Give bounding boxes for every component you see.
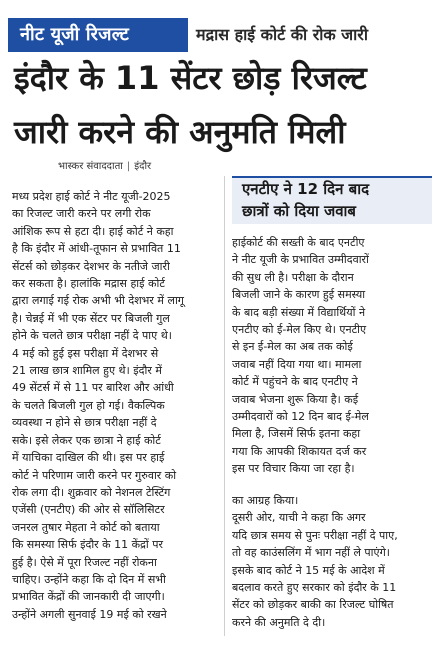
text-line: जवाब नहीं दिया गया था। मामला — [232, 357, 362, 371]
topbar — [8, 18, 432, 52]
text-line: उन्होंने अगली सुनवाई 19 मई को रखने — [12, 607, 167, 621]
text-line: में याचिका दाखिल की थी। इस पर हाई — [12, 451, 165, 465]
text-line: रोक लगा दी। शुक्रवार को नेशनल टेस्टिंग — [12, 485, 171, 499]
headline-line-1: इंदौर के 11 सेंटर छोड़ रिजल्ट — [14, 59, 367, 97]
text-line: करने की अनुमति दे दी। — [232, 615, 326, 629]
section-subtitle: मद्रास हाई कोर्ट की रोक जारी — [196, 25, 368, 44]
text-line: कोर्ट ने परिणाम जारी करने पर गुरुवार को — [12, 468, 177, 482]
text-line: 49 सेंटर्स में से 11 पर बारिश और आंधी — [12, 381, 174, 395]
text-line: ने नीट यूजी के प्रभावित उम्मीदवारों — [232, 253, 369, 267]
text-line: का रिजल्ट जारी करने पर लगी रोक — [12, 207, 151, 221]
sidebox-title-line-2: छात्रों को दिया जवाब — [242, 202, 356, 220]
text-line: मिला है, जिसमें सिर्फ इतना कहा — [232, 427, 361, 441]
text-line: के चलते बिजली गुल हो गई। वैकल्पिक — [12, 398, 165, 412]
byline — [58, 158, 151, 172]
text-line: बदलाव करते हुए सरकार को इंदौर के 11 — [232, 581, 397, 595]
text-line: जनरल तुषार मेहता ने कोर्ट को बताया — [12, 520, 160, 534]
text-line: की सुध ली है। परीक्षा के दौरान — [232, 270, 354, 284]
text-line: का आग्रह किया। — [232, 494, 299, 507]
section-tag: नीट यूजी रिजल्ट — [8, 18, 188, 52]
text-line: इसके बाद कोर्ट ने 15 मई के आदेश में — [232, 563, 385, 577]
text-line: व्यवस्था न होने से छात्र परीक्षा नहीं दे — [12, 416, 157, 430]
text-line: प्रभावित केंद्रों की जानकारी दी जाएगी। — [12, 590, 165, 604]
text-line: 21 लाख छात्र शामिल हुए थे। इंदौर में — [12, 364, 162, 378]
text-line: तो वह काउंसलिंग में भाग नहीं ले पाएंगे। — [232, 546, 390, 560]
text-line: जवाब भेजना शुरू किया है। कई — [232, 392, 359, 406]
text-line: गया कि आपकी शिकायत दर्ज कर — [232, 444, 367, 458]
text-line: बिजली जाने के कारण हुई समस्या — [232, 288, 366, 302]
text-line: मध्य प्रदेश हाई कोर्ट ने नीट यूजी-2025 — [12, 190, 171, 203]
text-line: कर सकता है। हालांकि मद्रास हाई कोर्ट — [12, 277, 165, 291]
text-line: कोर्ट में पहुंचने के बाद एनटीए ने — [232, 375, 358, 389]
text-line: के बाद बड़ी संख्या में विद्यार्थियों ने — [232, 305, 366, 319]
text-line: सके। इसे लेकर एक छात्रा ने हाई कोर्ट — [12, 433, 161, 447]
text-line: सेंटर्स को छोड़कर देशभर के नतीजे जारी — [12, 259, 170, 273]
text-line: एजेंसी (एनटीए) की ओर से सॉलिसिटर — [12, 503, 165, 517]
right-column-bottom-text — [232, 492, 432, 631]
left-column-text — [12, 188, 218, 623]
sidebox-header — [232, 176, 432, 224]
text-line: यदि छात्र समय से पुनः परीक्षा नहीं दे पाए, — [232, 528, 398, 542]
headline-line-2: जारी करने की अनुमति मिली — [14, 113, 346, 151]
text-line: 4 मई को हुई इस परीक्षा में देशभर से — [12, 346, 159, 360]
right-column-top-text — [232, 234, 432, 478]
text-line: हुई है। ऐसे में पूरा रिजल्ट नहीं रोकना — [12, 555, 157, 569]
text-line: आंशिक रूप से हटा दी। हाई कोर्ट ने कहा — [12, 224, 174, 238]
text-line: चाहिए। उन्होंने कहा कि दो दिन में सभी — [12, 572, 166, 586]
text-line: सेंटर को छोड़कर बाकी का रिजल्ट घोषित — [232, 598, 394, 612]
column-divider — [224, 176, 225, 636]
text-line: कि समस्या सिर्फ इंदौर के 11 केंद्रों पर — [12, 538, 163, 552]
text-line: दूसरी ओर, याची ने कहा कि अगर — [232, 511, 366, 525]
text-line: द्वारा लगाई गई रोक अभी भी देशभर में लागू — [12, 294, 184, 308]
text-line: उम्मीदवारों को 12 दिन बाद ई-मेल — [232, 410, 369, 424]
text-line: हाईकोर्ट की सख्ती के बाद एनटीए — [232, 236, 365, 249]
byline-place: इंदौर — [134, 161, 152, 172]
byline-separator: | — [126, 161, 131, 172]
text-line: इस पर विचार किया जा रहा है। — [232, 462, 355, 476]
text-line: से इन ई-मेल का अब तक कोई — [232, 340, 353, 354]
text-line: है। चेन्नई में भी एक सेंटर पर बिजली गुल — [12, 311, 170, 325]
text-line: एनटीए को ई-मेल किए थे। एनटीए — [232, 323, 367, 337]
text-line: है कि इंदौर में आंधी-तूफान से प्रभावित 11 — [12, 242, 181, 256]
sidebox-title-line-1: एनटीए ने 12 दिन बाद — [242, 180, 370, 198]
byline-reporter: भास्कर संवाददाता — [58, 161, 123, 172]
text-line: होने के चलते छात्र परीक्षा नहीं दे पाए थे। — [12, 329, 172, 343]
